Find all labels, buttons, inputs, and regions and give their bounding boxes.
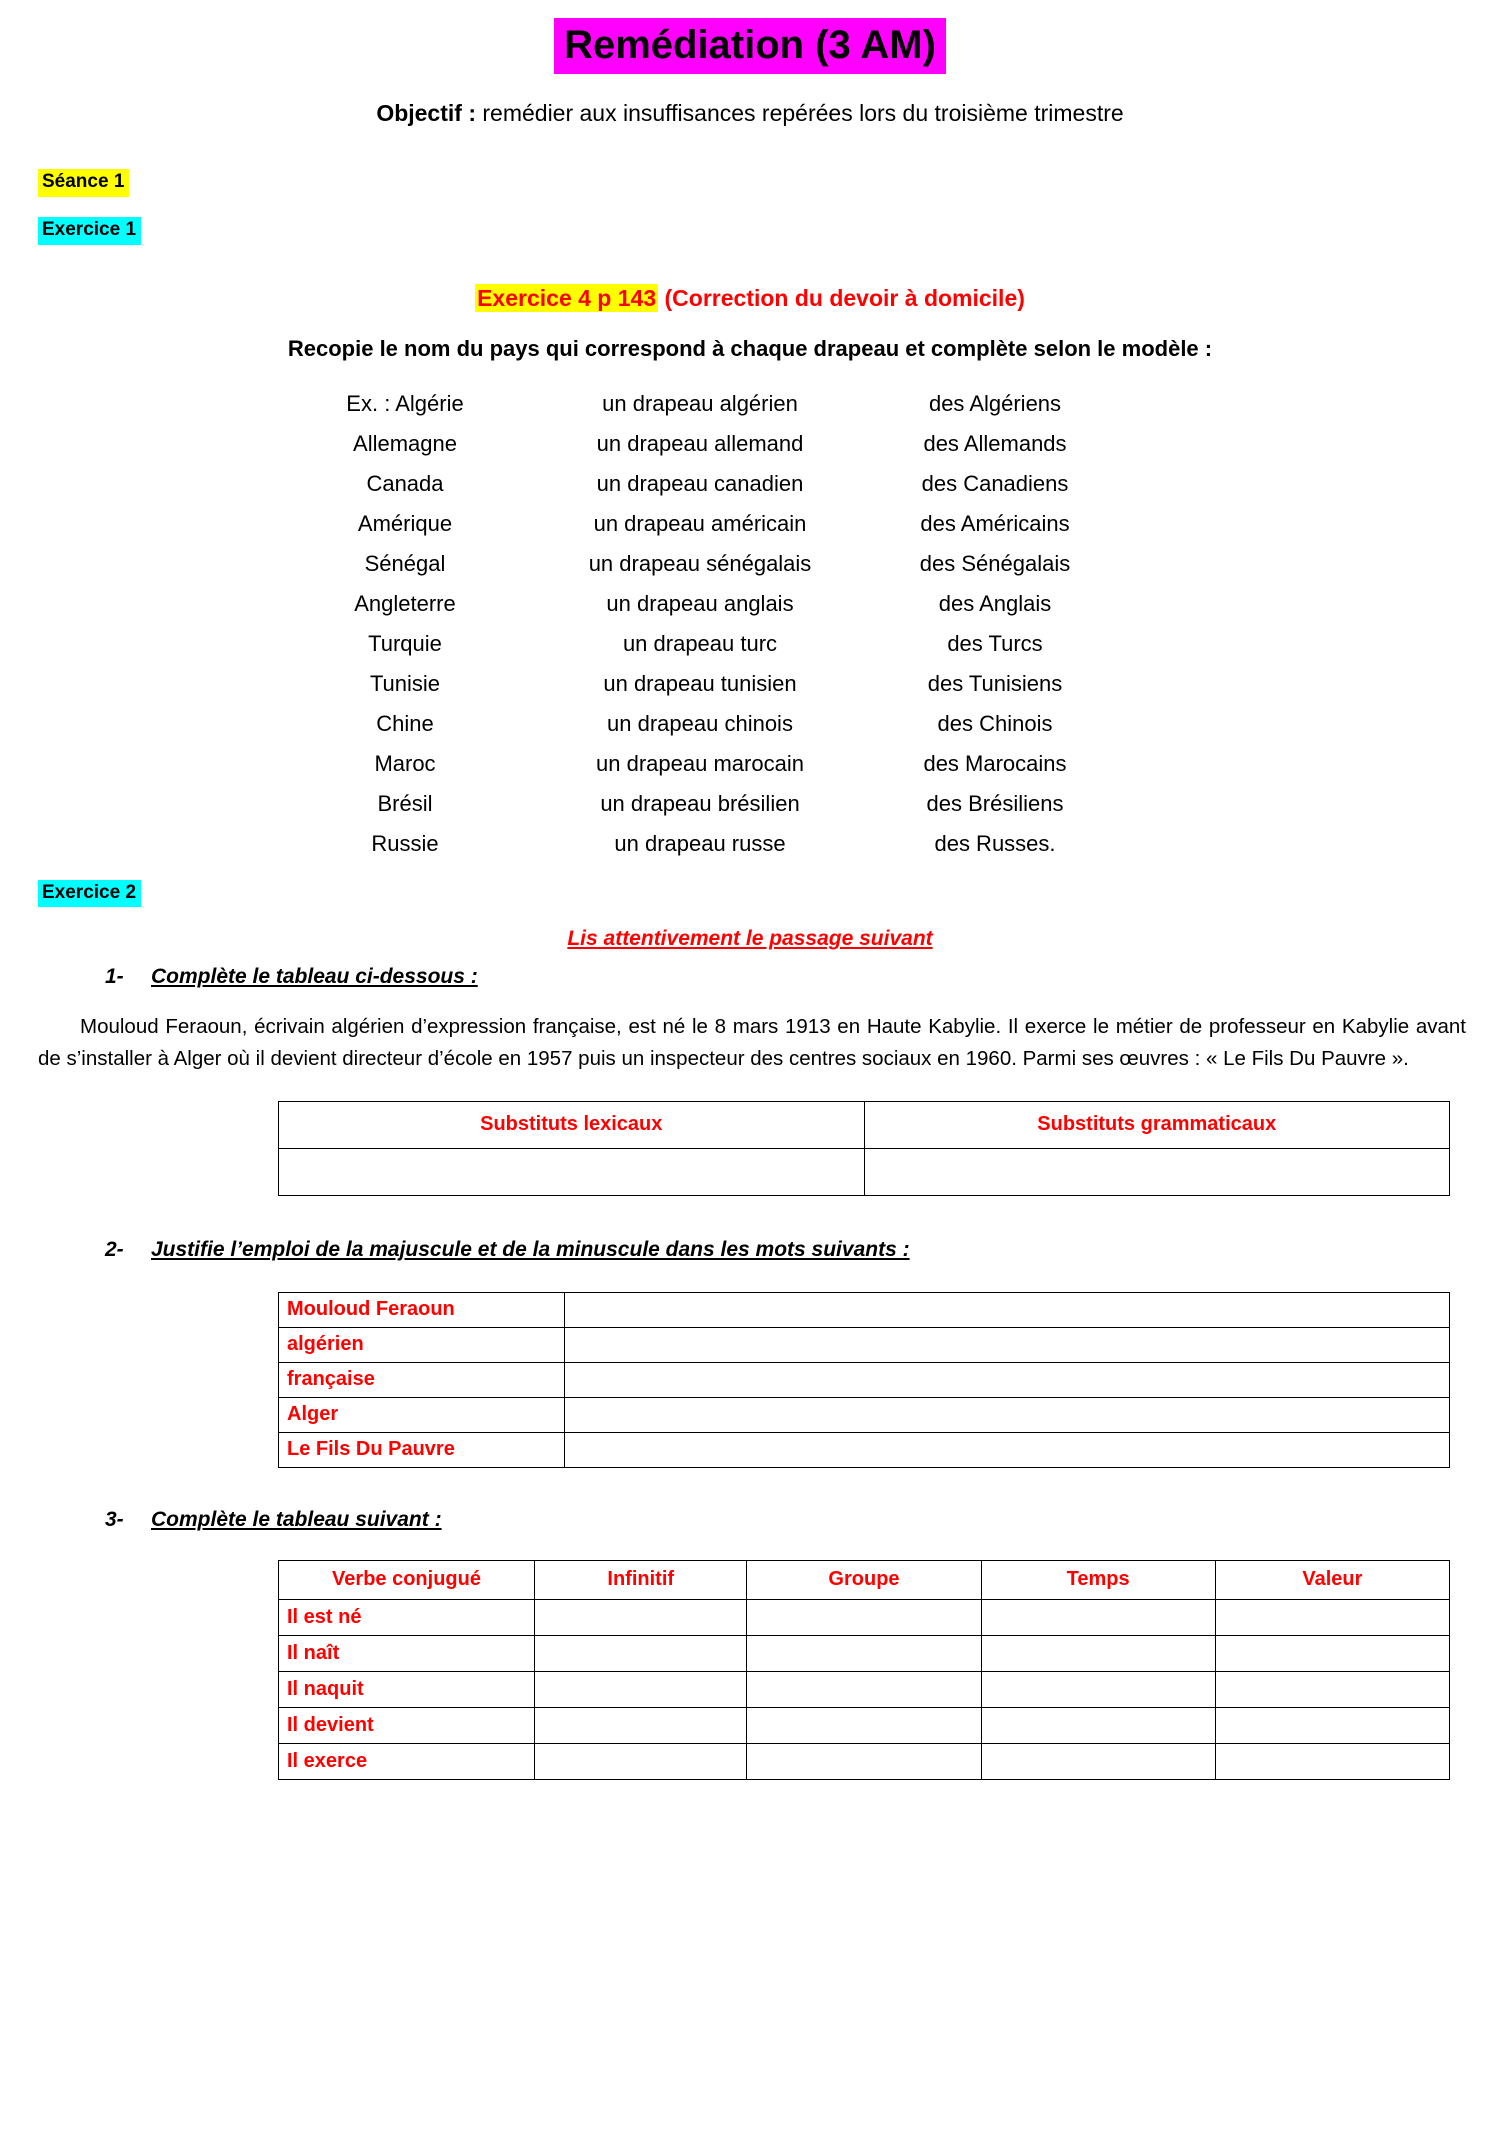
table-row	[279, 1327, 1450, 1362]
table-header-row	[279, 1101, 1450, 1148]
column-header-substituts-lexicaux: Substituts lexicaux	[279, 1101, 865, 1148]
country-name: Ex. : Algérie	[346, 390, 464, 416]
infinitif-cell[interactable]	[535, 1707, 747, 1743]
question-3-text: Complète le tableau suivant :	[151, 1507, 442, 1531]
table-header-row	[279, 1560, 1450, 1599]
country-name: Chine	[376, 710, 434, 736]
verb-cell: Il naît	[279, 1635, 535, 1671]
page-title: Remédiation (3 AM)	[554, 18, 946, 74]
table-row	[279, 1292, 1450, 1327]
list-item	[0, 624, 1500, 664]
people-phrase: des Russes.	[934, 830, 1056, 856]
list-item	[0, 584, 1500, 624]
question-2-number: 2-	[105, 1237, 124, 1261]
column-header-temps: Temps	[981, 1560, 1215, 1599]
title-row	[0, 18, 1500, 74]
substituts-table	[278, 1101, 1450, 1196]
temps-cell[interactable]	[981, 1635, 1215, 1671]
people-phrase: des Tunisiens	[927, 670, 1063, 696]
exercice-1-label: Exercice 1	[38, 217, 141, 245]
table-row	[279, 1671, 1450, 1707]
flag-phrase: un drapeau chinois	[607, 710, 793, 736]
column-header-verbe-conjugue: Verbe conjugué	[279, 1560, 535, 1599]
valeur-cell[interactable]	[1215, 1599, 1449, 1635]
substituts-lexicaux-answer-cell[interactable]	[279, 1148, 865, 1195]
flag-phrase: un drapeau anglais	[606, 590, 794, 616]
exercice-1-row	[38, 217, 1500, 245]
people-phrase: des Brésiliens	[926, 790, 1064, 816]
country-name: Brésil	[377, 790, 433, 816]
question-2-text: Justifie l’emploi de la majuscule et de la minuscule dans les mots suivants :	[151, 1237, 910, 1261]
majuscule-table	[278, 1292, 1450, 1468]
infinitif-cell[interactable]	[535, 1671, 747, 1707]
people-phrase: des Allemands	[923, 430, 1067, 456]
list-item	[0, 504, 1500, 544]
majuscule-answer-cell[interactable]	[565, 1292, 1450, 1327]
exercice-1-heading	[0, 285, 1500, 312]
column-header-valeur: Valeur	[1215, 1560, 1449, 1599]
table-row	[279, 1707, 1450, 1743]
majuscule-word-cell: Alger	[279, 1397, 565, 1432]
flag-phrase: un drapeau marocain	[596, 750, 804, 776]
flag-phrase: un drapeau sénégalais	[588, 550, 812, 576]
country-name: Turquie	[368, 630, 442, 656]
list-item	[0, 464, 1500, 504]
flag-phrase: un drapeau allemand	[596, 430, 804, 456]
valeur-cell[interactable]	[1215, 1635, 1449, 1671]
verb-table	[278, 1560, 1450, 1780]
verb-cell: Il est né	[279, 1599, 535, 1635]
document-page	[0, 18, 1500, 2140]
question-1	[105, 965, 1500, 989]
list-item	[0, 784, 1500, 824]
verb-cell: Il naquit	[279, 1671, 535, 1707]
majuscule-answer-cell[interactable]	[565, 1432, 1450, 1467]
country-name: Allemagne	[353, 430, 457, 456]
question-1-text: Complète le tableau ci-dessous :	[151, 965, 478, 989]
people-phrase: des Canadiens	[921, 470, 1069, 496]
flag-phrase: un drapeau tunisien	[603, 670, 797, 696]
flag-phrase: un drapeau canadien	[596, 470, 804, 496]
passage-title: Lis attentivement le passage suivant	[567, 927, 933, 951]
country-name: Amérique	[357, 510, 453, 536]
people-phrase: des Algériens	[928, 390, 1062, 416]
question-3-number: 3-	[105, 1507, 124, 1531]
country-list	[0, 384, 1500, 864]
people-phrase: des Sénégalais	[919, 550, 1071, 576]
majuscule-answer-cell[interactable]	[565, 1397, 1450, 1432]
majuscule-answer-cell[interactable]	[565, 1327, 1450, 1362]
table-row	[279, 1362, 1450, 1397]
objective-text: remédier aux insuffisances repérées lors du troisième trimestre	[482, 100, 1124, 126]
majuscule-word-cell: Mouloud Feraoun	[279, 1292, 565, 1327]
question-3	[105, 1508, 1500, 1532]
country-name: Maroc	[374, 750, 436, 776]
valeur-cell[interactable]	[1215, 1671, 1449, 1707]
people-phrase: des Chinois	[937, 710, 1053, 736]
infinitif-cell[interactable]	[535, 1599, 747, 1635]
verb-cell: Il devient	[279, 1707, 535, 1743]
verb-cell: Il exerce	[279, 1743, 535, 1779]
seance-label: Séance 1	[38, 169, 129, 197]
objective-label: Objectif :	[376, 100, 476, 126]
infinitif-cell[interactable]	[535, 1743, 747, 1779]
table-row	[279, 1397, 1450, 1432]
substituts-grammaticaux-answer-cell[interactable]	[864, 1148, 1450, 1195]
country-name: Tunisie	[369, 670, 441, 696]
country-name: Russie	[371, 830, 439, 856]
question-1-number: 1-	[105, 965, 124, 989]
majuscule-word-cell: Le Fils Du Pauvre	[279, 1432, 565, 1467]
list-item	[0, 424, 1500, 464]
majuscule-word-cell: algérien	[279, 1327, 565, 1362]
country-name: Sénégal	[364, 550, 446, 576]
list-item	[0, 704, 1500, 744]
temps-cell[interactable]	[981, 1707, 1215, 1743]
groupe-cell[interactable]	[747, 1635, 981, 1671]
temps-cell[interactable]	[981, 1671, 1215, 1707]
passage-text: Mouloud Feraoun, écrivain algérien d’expression française, est né le 8 mars 1913 en Haute Kabylie. Il exerce le métier de professeur en Kabylie avant de s’installer à Alger où il devient directeur d’école en 1957 puis un inspecteur des centres sociaux en 1960. Parmi ses œuvres : « Le Fils Du Pauvre ».	[38, 1015, 1466, 1071]
valeur-cell[interactable]	[1215, 1743, 1449, 1779]
column-header-infinitif: Infinitif	[535, 1560, 747, 1599]
groupe-cell[interactable]	[747, 1707, 981, 1743]
temps-cell[interactable]	[981, 1743, 1215, 1779]
table-row	[279, 1635, 1450, 1671]
seance-row	[38, 169, 1500, 197]
table-row	[279, 1432, 1450, 1467]
flag-phrase: un drapeau turc	[622, 630, 778, 656]
majuscule-answer-cell[interactable]	[565, 1362, 1450, 1397]
people-phrase: des Anglais	[938, 590, 1052, 616]
list-item	[0, 744, 1500, 784]
objective-line	[0, 100, 1500, 127]
list-item	[0, 664, 1500, 704]
flag-phrase: un drapeau russe	[614, 830, 786, 856]
exercice-1-heading-highlight: Exercice 4 p 143	[477, 284, 657, 311]
people-phrase: des Américains	[920, 510, 1070, 536]
majuscule-word-cell: française	[279, 1362, 565, 1397]
groupe-cell[interactable]	[747, 1671, 981, 1707]
country-name: Angleterre	[354, 590, 456, 616]
list-item	[0, 384, 1500, 424]
list-item	[0, 544, 1500, 584]
exercice-1-heading-rest: (Correction du devoir à domicile)	[664, 284, 1025, 311]
column-header-substituts-grammaticaux: Substituts grammaticaux	[864, 1101, 1450, 1148]
people-phrase: des Turcs	[947, 630, 1043, 656]
flag-phrase: un drapeau algérien	[602, 390, 798, 416]
question-2	[105, 1238, 1500, 1262]
exercice-1-instruction: Recopie le nom du pays qui correspond à chaque drapeau et complète selon le modèle :	[287, 335, 1213, 361]
table-row	[279, 1743, 1450, 1779]
country-name: Canada	[366, 470, 444, 496]
table-row	[279, 1148, 1450, 1195]
temps-cell[interactable]	[981, 1599, 1215, 1635]
list-item	[0, 824, 1500, 864]
table-row	[279, 1599, 1450, 1635]
exercice-2-label: Exercice 2	[38, 880, 141, 908]
column-header-groupe: Groupe	[747, 1560, 981, 1599]
flag-phrase: un drapeau américain	[593, 510, 807, 536]
people-phrase: des Marocains	[923, 750, 1067, 776]
valeur-cell[interactable]	[1215, 1707, 1449, 1743]
flag-phrase: un drapeau brésilien	[600, 790, 800, 816]
infinitif-cell[interactable]	[535, 1635, 747, 1671]
groupe-cell[interactable]	[747, 1599, 981, 1635]
groupe-cell[interactable]	[747, 1743, 981, 1779]
exercice-2-row	[38, 880, 1500, 908]
